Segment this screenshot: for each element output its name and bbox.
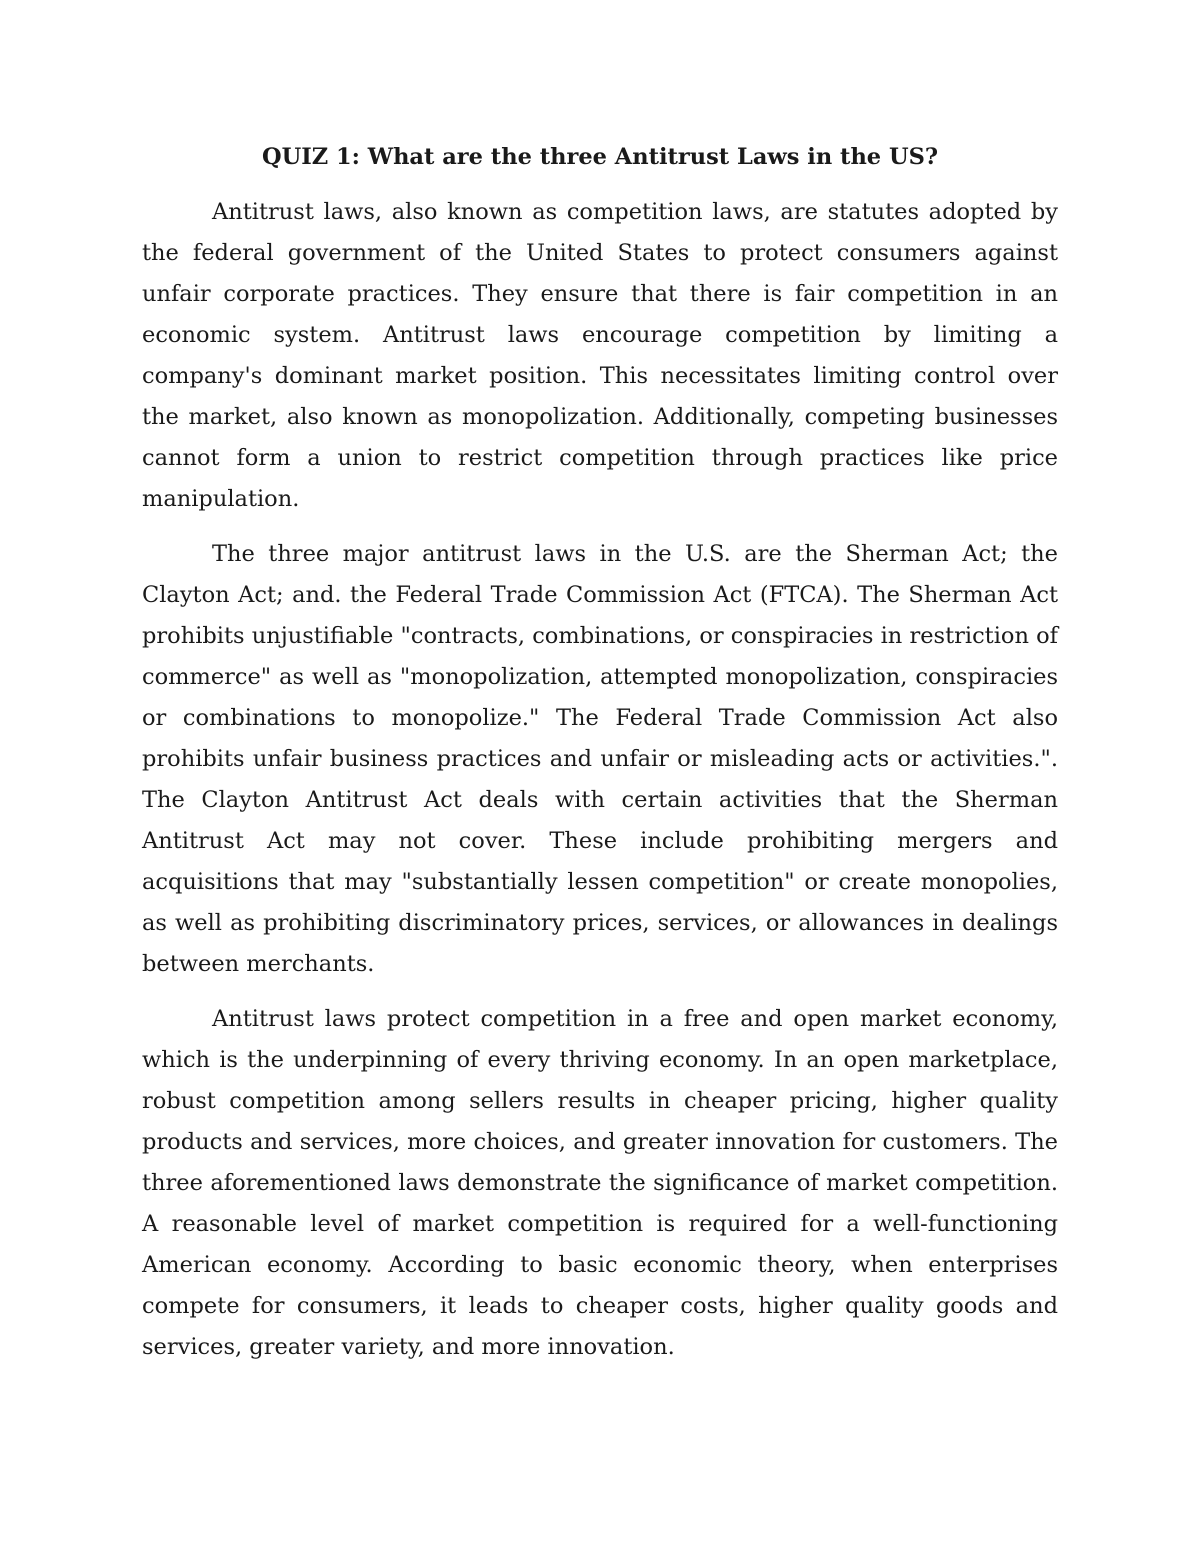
document-body	[142, 140, 1058, 1382]
paragraph-2: The three major antitrust laws in the U.S. are the Sherman Act; the Clayton Act; and. the Federal Trade Commission Act (FTCA). The Sherman Act prohibits unjustifiable "contracts, combinations, or conspiracies in restriction of commerce" as well as "monopolization, attempted monopolization, conspiracies or combinations to monopolize." The Federal Trade Commission Act also prohibits unfair business practices and unfair or misleading acts or activities.". The Clayton Antitrust Act deals with certain activities that the Sherman Antitrust Act may not cover. These include prohibiting mergers and acquisitions that may "substantially lessen competition" or create monopolies, as well as prohibiting discriminatory prices, services, or allowances in dealings between merchants.	[142, 541, 1058, 977]
paragraph-1: Antitrust laws, also known as competition laws, are statutes adopted by the federal government of the United States to protect consumers against unfair corporate practices. They ensure that there is fair competition in an economic system. Antitrust laws encourage competition by limiting a company's dominant market position. This necessitates limiting control over the market, also known as monopolization. Additionally, competing businesses cannot form a union to restrict competition through practices like price manipulation.	[142, 199, 1058, 512]
paragraph-3: Antitrust laws protect competition in a free and open market economy, which is the underpinning of every thriving economy. In an open marketplace, robust competition among sellers results in cheaper pricing, higher quality products and services, more choices, and greater innovation for customers. The three aforementioned laws demonstrate the significance of market competition. A reasonable level of market competition is required for a well-functioning American economy. According to basic economic theory, when enterprises compete for consumers, it leads to cheaper costs, higher quality goods and services, greater variety, and more innovation.	[142, 1006, 1058, 1360]
document-title: QUIZ 1: What are the three Antitrust Laws in the US?	[262, 144, 938, 170]
